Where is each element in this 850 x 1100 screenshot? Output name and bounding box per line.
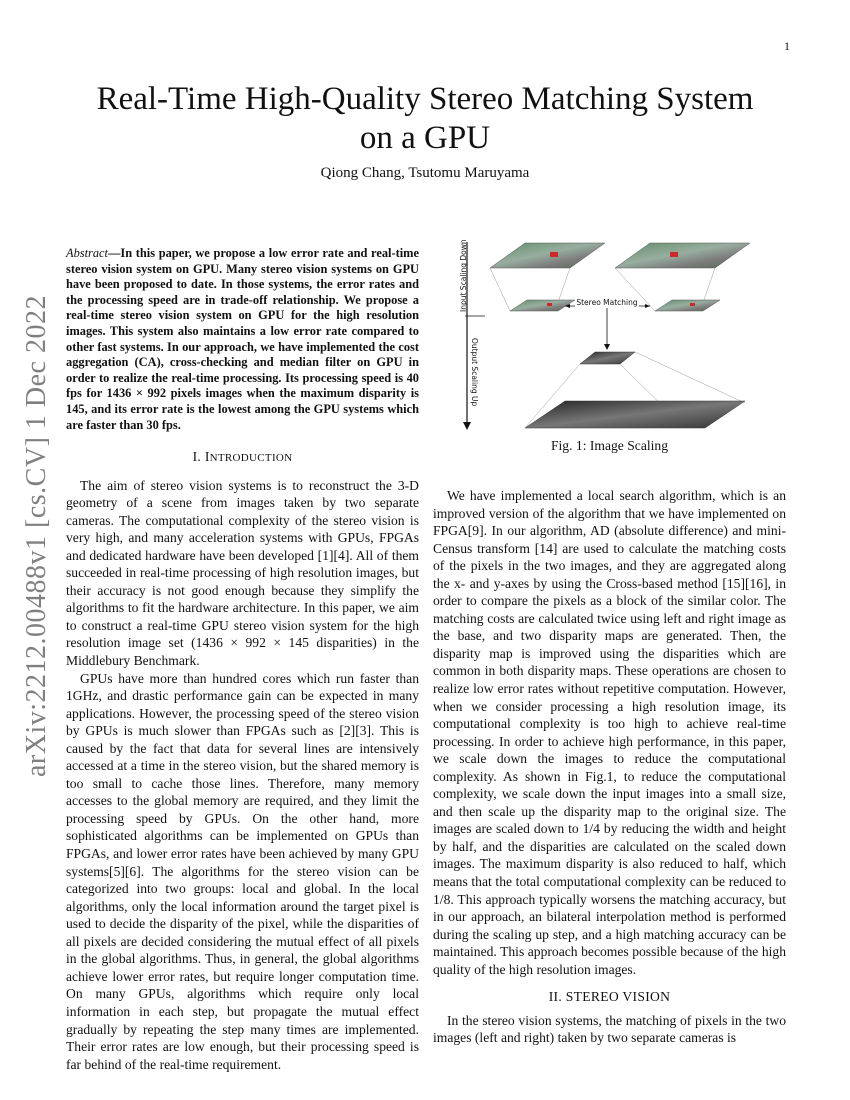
section-numeral: I. [192,449,202,464]
paper-title: Real-Time High-Quality Stereo Matching System on a GPU [96,81,754,156]
left-image-scaled [510,300,575,311]
right-image-scaled [655,300,720,311]
label-input-scaling: Input Scaling Down [459,239,468,312]
section-heading-stereo-vision: II. STEREO VISION [548,989,671,1005]
paper-authors: Qiong Chang, Tsutomu Maruyama [320,165,530,181]
label-output-scaling: Output Scaling Up [470,338,479,407]
section-heading-rest: NTRODUCTION [209,452,293,464]
section-heading-introduction [66,448,419,468]
right-image-full [615,243,750,268]
disparity-map-scaled [580,352,635,364]
intro-paragraph-1: The aim of stereo vision systems is to reconstruct the 3-D geometry of a scene from images taken by two separate cameras. The computational complexity of the stereo vision is very high, and many acceleration systems with GPUs, FPGAs and dedicated hardware have been developed [1][4]. All of them succeeded in real-time processing of high resolution images, but their accuracy is not good enough because they simplify the algorithms to fit the hardware architecture. In this paper, we aim to construct a real-time GPU stereo vision system for the high resolution image set (1436 × 992 × 145 disparities) in the Middlebury Benchmark. [66,477,419,669]
disparity-map-full [525,401,745,428]
arxiv-identifier-stamp [22,296,52,776]
stereo-paragraph-1: In the stereo vision systems, the matching of pixels in the two images (left and right) taken by two separate cameras is [433,1012,786,1046]
figure-image-scaling [455,238,760,433]
axis-arrow-head [463,422,471,430]
figure-caption: Fig. 1: Image Scaling [550,438,669,453]
arxiv-identifier-text: arXiv:2212.00488v1 [cs.CV] 1 Dec 2022 [21,295,53,777]
right-column [433,487,786,1047]
intro-paragraph-3: We have implemented a local search algorithm, which is an improved version of the algorithm that we have implemented on FPGA[9]. In our algorithm, AD (absolute difference) and mini-Census transform [14] are used to calculate the matching costs of the pixels in the two images, and they are aggregated along the x- and y-axes by using the Cross-based method [15][16], in order to compare the pixels as a block of the similar color. The matching costs are calculated twice using left and right image as the base, and two disparity maps are generated. Then, the disparity map is improved using the disparities which are common in both disparity maps. These operations are chosen to realize low error rates without repetitive computation. However, when we consider processing a high resolution image, its computational complexity is too high to achieve real-time processing. In order to achieve high performance, in this paper, we scale down the images to reduce the computational complexity. As shown in Fig.1, to reduce the computational complexity, we scale down the input images into a small size, and then scale up the disparity map to the original size. The images are scaled down to 1/4 by reducing the width and height by half, and the disparities are calculated on the scaled down images. The maximum disparity is also reduced to half, which means that the total computational complexity can be reduced to 1/8. This approach typically worsens the matching accuracy, but in our approach, an bilateral interpolation method is performed during the scaling up step, and a high matching accuracy can be maintained. This approach becomes possible because of the high quality of the high resolution images. [433,488,786,977]
left-image-full [490,243,605,268]
page-number: 1 [784,39,790,53]
abstract-text: In this paper, we propose a low error rate and real-time stereo vision system on GPU. Many stereo vision systems on GPU have been proposed to date. In those systems, the error rates and the processing speed are in trade-off relationship. We propose a real-time stereo vision system on GPU for the high resolution images. This system also maintains a low error rate compared to other fast systems. In our approach, we have implemented the cost aggregation (CA), cross-checking and median filter on GPU in order to realize the real-time processing. Its processing speed is 40 fps for 1436 × 992 pixels images when the maximum disparity is 145, and its error rate is the lowest among the GPU systems which are faster than 30 fps. [66,246,419,432]
figure-diagram [455,238,760,433]
abstract-dash: — [108,246,121,260]
label-stereo-matching: Stereo Matching [576,298,638,307]
section-heading-first: I [204,449,210,464]
left-column [66,448,419,1073]
abstract-label: Abstract [66,246,108,260]
abstract [66,246,419,433]
intro-paragraph-2: GPUs have more than hundred cores which run faster than 1GHz, and drastic performance gain can be expected in many applications. However, the processing speed of the stereo vision by GPUs is much slower than FPGAs such as [2][3]. This is caused by the fact that data for several lines are intensively accessed at a time in the stereo vision, but the shared memory is too small to cache those lines. Therefore, many memory accesses to the global memory are required, and they limit the processing speed by GPUs. On the other hand, more sophisticated algorithms can be implemented on GPUs than FPGAs, and lower error rates have been achieved by many GPU systems[5][6]. The algorithms for the stereo vision can be categorized into two groups: local and global. In the local algorithms, only the local information around the target pixel is used to decide the disparity of the pixel, while the disparities of all pixels are decided considering the mutual effect of all pixels in the global algorithms. Thus, in general, the global algorithms achieve lower error rates, but require longer computation time. On many GPUs, algorithms which require only local information in each step, but propagate the mutual effect gradually by repeating the step many times are implemented. Their error rates are low enough, but their processing speed is far behind of the real-time requirement. [66,670,419,1072]
